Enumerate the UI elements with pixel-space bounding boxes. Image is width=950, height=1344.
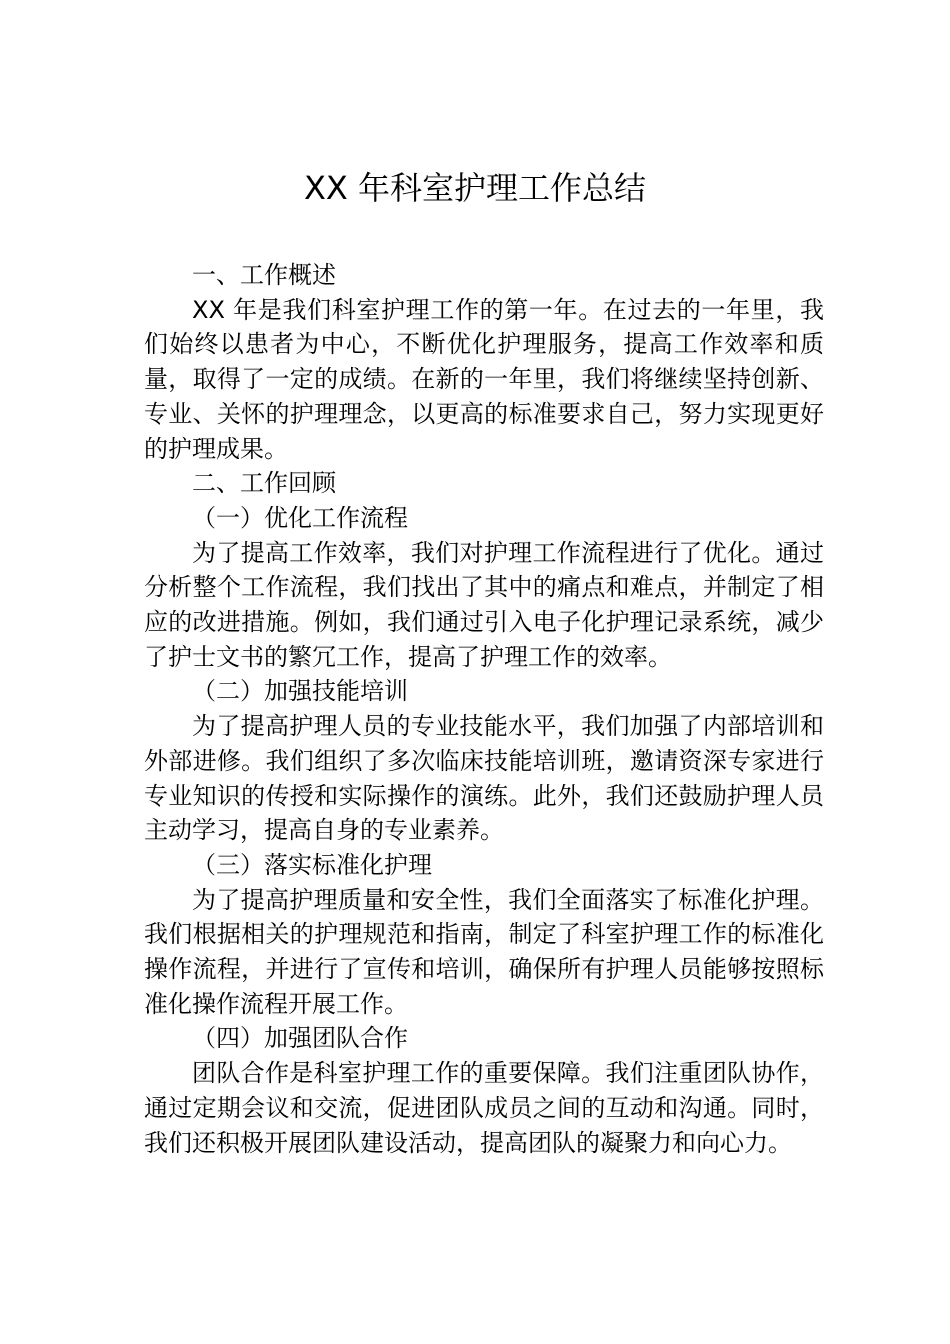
subsection-heading-workflow: （一）优化工作流程 [192, 503, 408, 532]
section-heading-overview: 一、工作概述 [192, 261, 336, 289]
body-paragraph-standardization: 为了提高护理质量和安全性，我们全面落实了标准化护理。我们根据相关的护理规范和指南，制定了科室护理工作的标准化操作流程，并进行了宣传和培训，确保所有护理人员能够按照标准化操作流程开展工作。 [144, 885, 824, 1018]
document-body [144, 258, 824, 1160]
subsection-heading-standardization: （三）落实标准化护理 [192, 850, 432, 879]
subsection-heading-training: （二）加强技能培训 [192, 677, 408, 706]
body-paragraph-workflow: 为了提高工作效率，我们对护理工作流程进行了优化。通过分析整个工作流程，我们找出了其中的痛点和难点，并制定了相应的改进措施。例如，我们通过引入电子化护理记录系统，减少了护士文书的繁冗工作，提高了护理工作的效率。 [144, 538, 824, 671]
section-heading-review: 二、工作回顾 [192, 469, 336, 498]
document-title: XX 年科室护理工作总结 [303, 169, 647, 207]
subsection-heading-teamwork: （四）加强团队合作 [192, 1024, 408, 1053]
body-paragraph-overview: XX 年是我们科室护理工作的第一年。在过去的一年里，我们始终以患者为中心，不断优化护理服务，提高工作效率和质量，取得了一定的成绩。在新的一年里，我们将继续坚持创新、专业、关怀的护理理念，以更高的标准要求自己，努力实现更好的护理成果。 [144, 295, 824, 463]
body-paragraph-teamwork: 团队合作是科室护理工作的重要保障。我们注重团队协作，通过定期会议和交流，促进团队成员之间的互动和沟通。同时，我们还积极开展团队建设活动，提高团队的凝聚力和向心力。 [144, 1059, 824, 1157]
body-paragraph-training: 为了提高护理人员的专业技能水平，我们加强了内部培训和外部进修。我们组织了多次临床技能培训班，邀请资深专家进行专业知识的传授和实际操作的演练。此外，我们还鼓励护理人员主动学习，提高自身的专业素养。 [144, 712, 824, 845]
